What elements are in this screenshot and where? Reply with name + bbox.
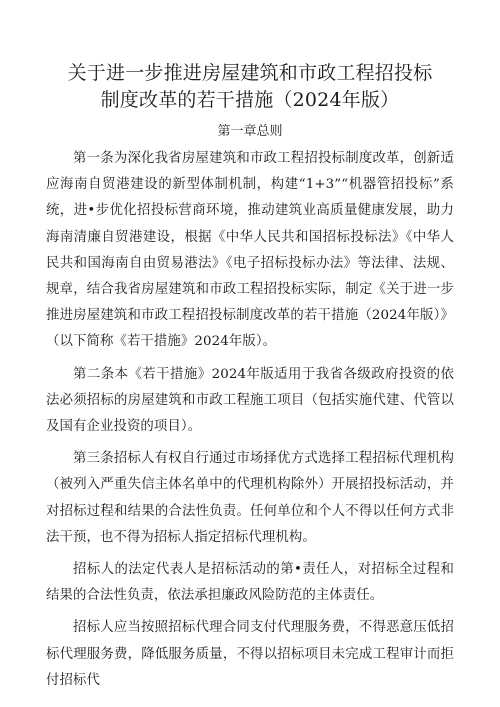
document-title-line-1: 关于进一步推进房屋建筑和市政工程招投标 xyxy=(67,62,433,84)
document-title-line-2: 制度改革的若干措施（2024年版） xyxy=(100,89,400,111)
document-title xyxy=(46,60,454,114)
chapter-heading: 第一章总则 xyxy=(217,124,283,139)
paragraph-article-1: 第一条为深化我省房屋建筑和市政工程招投标制度改革，创新适应海南自贸港建设的新型体制机制，构建“1+3”“机器管招投标”系统，进•步优化招投标营商环境，推动建筑业高质量健康发展，助力海南清廉自贸港建设，根据《中华人民共和国招标投标法》《中华人民共和国海南自由贸易港法》《电子招标投标办法》等法律、法规、规章，结合我省房屋建筑和市政工程招投标实际，制定《关于进一步推进房屋建筑和市政工程招投标制度改革的若干措施（2024年版）》（以下简称《若干措施》2024年版）。 xyxy=(46,151,454,350)
paragraph-article-3: 第三条招标人有权自行通过市场择优方式选择工程招标代理机构（被列入严重失信主体名单中的代理机构除外）开展招投标活动，并对招标过程和结果的合法性负责。任何单位和个人不得以任何方式非法干预，也不得为招标人指定招标代理机构。 xyxy=(46,451,454,545)
paragraph-agency-fee: 招标人应当按照招标代理合同支付代理服务费，不得恶意压低招标代理服务费，降低服务质量，不得以招标项目未完成工程审计而拒付招标代 xyxy=(46,620,454,688)
paragraph-legal-representative: 招标人的法定代表人是招标活动的第•责任人，对招标全过程和结果的合法性负责，依法承担廉政风险防范的主体责任。 xyxy=(46,562,454,604)
paragraph-article-2: 第二条本《若干措施》2024年版适用于我省各级政府投资的依法必须招标的房屋建筑和市政工程施工项目（包括实施代建、代管以及国有企业投资的项目）。 xyxy=(46,366,454,435)
